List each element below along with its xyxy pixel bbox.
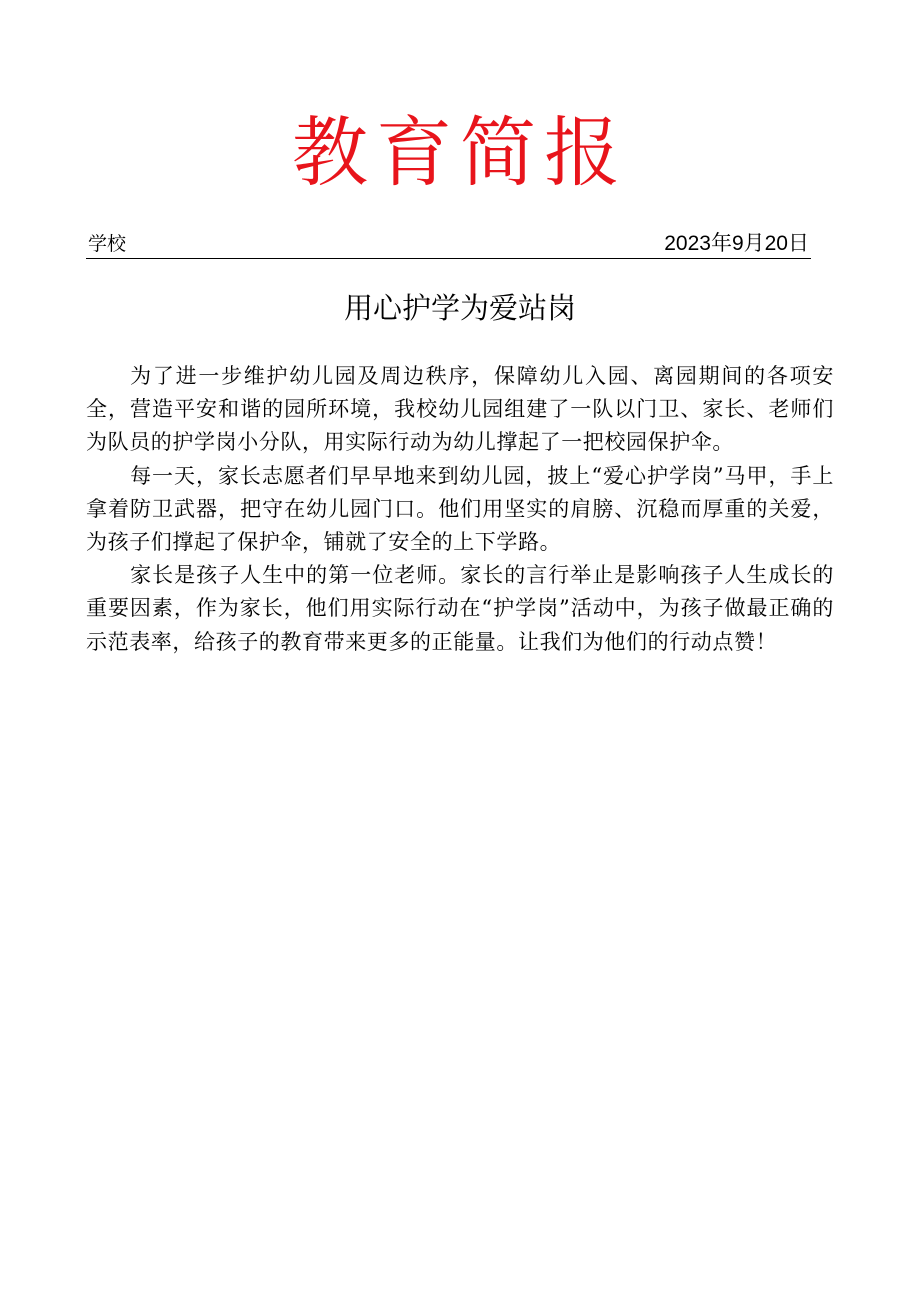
- issue-date: 2023年9月20日: [664, 232, 809, 255]
- school-label: 学校: [88, 233, 127, 255]
- article-paragraph: 家长是孩子人生中的第一位老师。家长的言行举止是影响孩子人生成长的重要因素，作为家长，他们用实际行动在“护学岗”活动中，为孩子做最正确的示范表率，给孩子的教育带来更多的正能量。让我们为他们的行动点赞！: [86, 563, 834, 654]
- masthead-title: 教育简报: [292, 108, 628, 197]
- article-paragraph: 为了进一步维护幼儿园及周边秩序，保障幼儿入园、离园期间的各项安全，营造平安和谐的园所环境，我校幼儿园组建了一队以门卫、家长、老师们为队员的护学岗小分队，用实际行动为幼儿撑起了一把校园保护伞。: [86, 364, 834, 455]
- meta-row: [86, 230, 811, 259]
- article-title: 用心护学为爱站岗: [343, 291, 576, 325]
- article-paragraph: 每一天，家长志愿者们早早地来到幼儿园，披上“爱心护学岗”马甲，手上拿着防卫武器，把守在幼儿园门口。他们用坚实的肩膀、沉稳而厚重的关爱，为孩子们撑起了保护伞，铺就了安全的上下学路。: [86, 463, 834, 555]
- article-body: [86, 360, 834, 659]
